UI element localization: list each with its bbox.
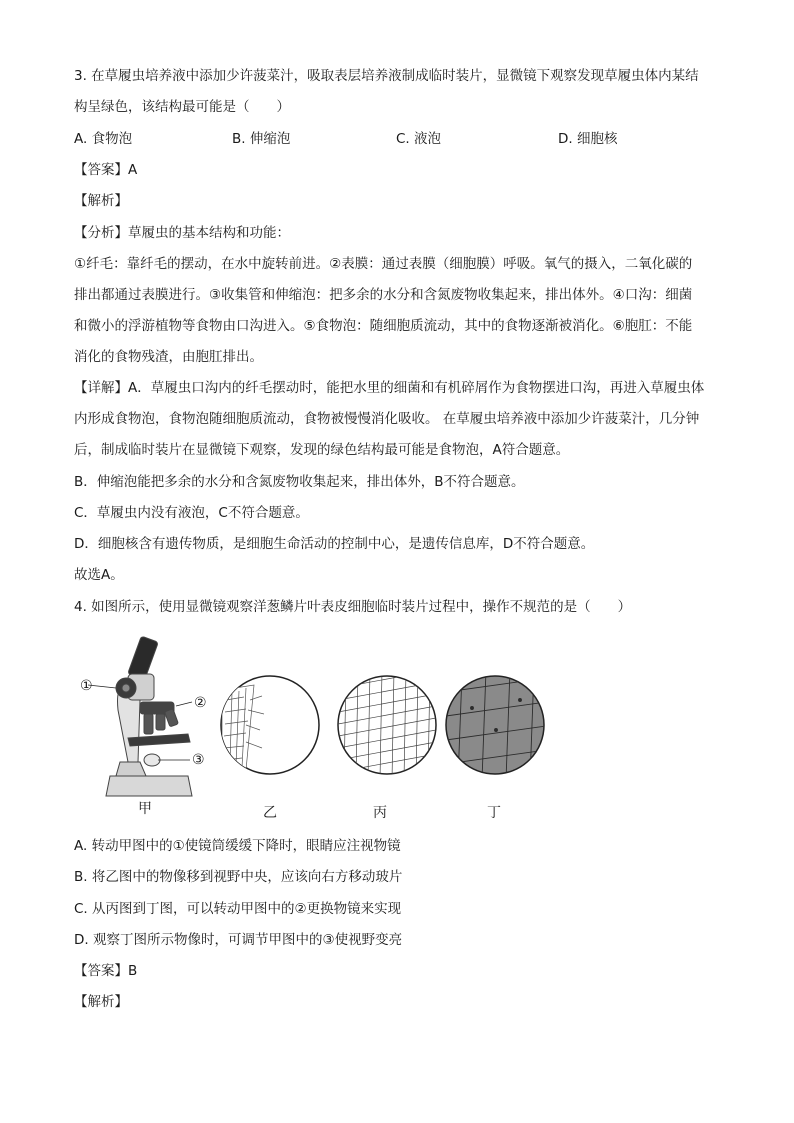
q3-answer: 【答案】A <box>74 162 138 178</box>
q4-stem: 4. 如图所示，使用显微镜观察洋葱鳞片叶表皮细胞临时装片过程中，操作不规范的是（ ） <box>74 599 632 615</box>
label-jia: 甲 <box>138 801 152 817</box>
q3-options <box>74 129 734 149</box>
q3-analysis-line: ①纤毛：靠纤毛的摆动，在水中旋转前进。②表膜：通过表膜（细胞膜）呼吸。氧气的摄入，二氧化碳的 <box>74 256 693 272</box>
q4-option-d: D. 观察丁图所示物像时，可调节甲图中的③使视野变亮 <box>74 932 403 948</box>
q4-option-c: C. 从丙图到丁图，可以转动甲图中的②更换物镜来实现 <box>74 901 402 917</box>
q3-option-c: C. 液泡 <box>396 131 442 147</box>
q3-stem-line-1: 3. 在草履虫培养液中添加少许菠菜汁，吸取表层培养液制成临时装片，显微镜下观察发现草履虫体内某结 <box>74 68 699 84</box>
marker-3: ③ <box>192 752 205 768</box>
label-yi: 乙 <box>263 805 277 821</box>
q3-analysis-line: 【分析】草履虫的基本结构和功能： <box>74 225 290 241</box>
q3-analysis-line: 和微小的浮游植物等食物由口沟进入。⑤食物泡：随细胞质流动，其中的食物逐渐被消化。⑥胞肛：不能 <box>74 318 693 334</box>
q3-detail-line: 后，制成临时装片在显微镜下观察，发现的绿色结构最可能是食物泡，A符合题意。 <box>74 442 570 458</box>
marker-2: ② <box>194 695 207 711</box>
q3-stem-line-2: 构呈绿色，该结构最可能是（ ） <box>74 99 290 115</box>
q4-answer: 【答案】B <box>74 963 138 979</box>
q3-detail-line: C．草履虫内没有液泡，C不符合题意。 <box>74 505 309 521</box>
q4-analysis-header: 【解析】 <box>74 994 128 1010</box>
label-ding: 丁 <box>487 805 501 821</box>
q3-analysis-line: 排出都通过表膜进行。③收集管和伸缩泡：把多余的水分和含氮废物收集起来，排出体外。④口沟：细菌 <box>74 287 693 303</box>
view-bing <box>338 670 436 784</box>
q3-detail-line: 【详解】A．草履虫口沟内的纤毛摆动时，能把水里的细菌和有机碎屑作为食物摆进口沟，再进入草履虫体 <box>74 380 705 396</box>
label-bing: 丙 <box>373 805 387 821</box>
q3-option-a: A. 食物泡 <box>74 131 133 147</box>
q4-option-b: B. 将乙图中的物像移到视野中央，应该向右方移动玻片 <box>74 869 403 885</box>
microscope-jia <box>88 636 192 796</box>
q4-option-a: A. 转动甲图中的①使镜筒缓缓下降时，眼睛应注视物镜 <box>74 838 401 854</box>
microscope-figure <box>76 630 556 825</box>
q3-conclusion: 故选A。 <box>74 567 124 583</box>
q3-detail-line: D．细胞核含有遗传物质，是细胞生命活动的控制中心，是遗传信息库，D不符合题意。 <box>74 536 595 552</box>
q3-detail-line: 内形成食物泡，食物泡随细胞质流动，食物被慢慢消化吸收。 在草履虫培养液中添加少许菠菜汁，几分钟 <box>74 411 700 427</box>
q3-analysis-line: 消化的食物残渣，由胞肛排出。 <box>74 349 263 365</box>
q3-option-d: D. 细胞核 <box>558 131 618 147</box>
figure-drawing <box>76 630 556 825</box>
q3-analysis-header: 【解析】 <box>74 193 128 209</box>
view-yi <box>221 676 319 774</box>
marker-1: ① <box>80 678 93 694</box>
q3-detail-line: B．伸缩泡能把多余的水分和含氮废物收集起来，排出体外，B不符合题意。 <box>74 474 525 490</box>
q3-option-b: B. 伸缩泡 <box>232 131 291 147</box>
view-ding <box>446 670 546 780</box>
